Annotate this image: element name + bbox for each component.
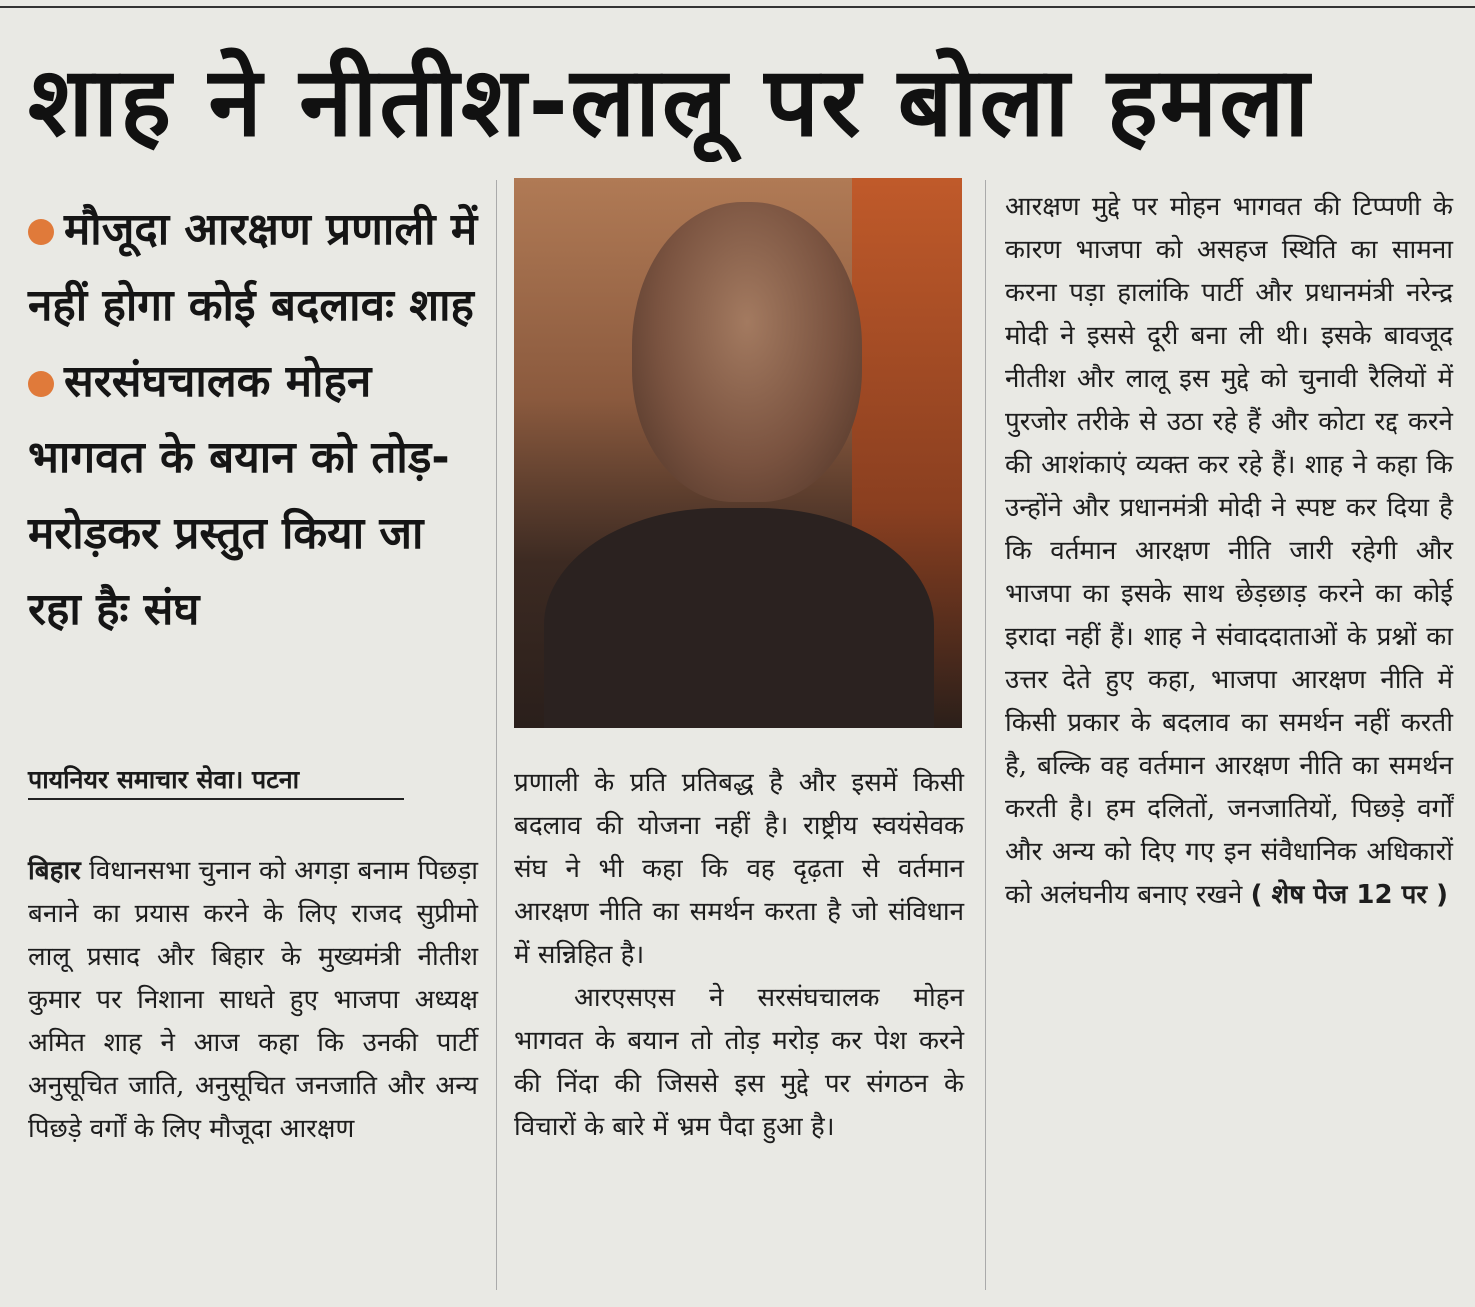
- speaker-photo: [514, 178, 962, 728]
- column-divider: [985, 180, 986, 1290]
- speaker-body-shape: [544, 508, 934, 728]
- column-divider: [496, 180, 497, 1290]
- deck-text-1: मौजूदा आरक्षण प्रणाली में नहीं होगा कोई बदलावः शाह: [28, 204, 478, 331]
- article-column-2: [514, 762, 964, 1149]
- column-3-text: आरक्षण मुद्दे पर मोहन भागवत की टिप्पणी के कारण भाजपा को असहज स्थिति का सामना करना पड़ा हालांकि पार्टी और प्रधानमंत्री नरेन्द्र मोदी ने इससे दूरी बना ली थी। इसके बावजूद नीतीश और लालू इस मुद्दे को चुनावी रैलियों में पुरजोर तरीके से उठा रहे हैं और कोटा रद्द करने की आशंकाएं व्यक्त कर रहे हैं। शाह ने कहा कि उन्होंने और प्रधानमंत्री मोदी ने स्पष्ट कर दिया है कि वर्तमान आरक्षण नीति जारी रहेगी और भाजपा का इसके साथ छेड़छाड़ करने का कोई इरादा नहीं हैं। शाह ने संवाददाताओं के प्रश्नों का उत्तर देते हुए कहा, भाजपा आरक्षण नीति में किसी प्रकार के बदलाव का समर्थन नहीं करती है, बल्कि वह वर्तमान आरक्षण नीति का समर्थन करती है। हम दलितों, जनजातियों, पिछड़े वर्गों और अन्य को दिए गए इन संवैधानिक अधिकारों को अलंघनीय बनाए रखने: [1005, 192, 1453, 910]
- deck-item-2: [28, 344, 478, 648]
- continued-on-page: ( शेष पेज 12 पर ): [1250, 880, 1448, 910]
- column-2-para-1: प्रणाली के प्रति प्रतिबद्ध है और इसमें किसी बदलाव की योजना नहीं है। राष्ट्रीय स्वयंसेवक संघ ने भी कहा कि वह दृढ़ता से वर्तमान आरक्षण नीति का समर्थन करता है जो संविधान में सन्निहित है।: [514, 768, 964, 970]
- headline: शाह ने नीतीश-लालू पर बोला हमला: [28, 46, 1312, 158]
- deck-text-2: सरसंघचालक मोहन भागवत के बयान को तोड़-मरोड़कर प्रस्तुत किया जा रहा हैः संघ: [28, 356, 450, 635]
- byline: पायनियर समाचार सेवा। पटना: [28, 762, 404, 800]
- column-2-para-2: आरएसएस ने सरसंघचालक मोहन भागवत के बयान तो तोड़ मरोड़ कर पेश करने की निंदा की जिससे इस मुद्दे पर संगठन के विचारों के बारे में भ्रम पैदा हुआ है।: [514, 983, 964, 1142]
- bullet-icon: [28, 219, 54, 245]
- deck-item-1: [28, 192, 478, 344]
- lead-word: बिहार: [28, 856, 81, 886]
- bullet-icon: [28, 371, 54, 397]
- article-column-3: [1005, 186, 1453, 917]
- column-1-text: विधानसभा चुनान को अगड़ा बनाम पिछड़ा बनाने का प्रयास करने के लिए राजद सुप्रीमो लालू प्रसाद और बिहार के मुख्यमंत्री नीतीश कुमार पर निशाना साधते हुए भाजपा अध्यक्ष अमित शाह ने आज कहा कि उनकी पार्टी अनुसूचित जाति, अनुसूचित जनजाति और अन्य पिछड़े वर्गों के लिए मौजूदा आरक्षण: [28, 856, 478, 1144]
- article-column-1: [28, 850, 478, 1151]
- speaker-head-shape: [632, 202, 862, 502]
- top-rule: [0, 6, 1475, 8]
